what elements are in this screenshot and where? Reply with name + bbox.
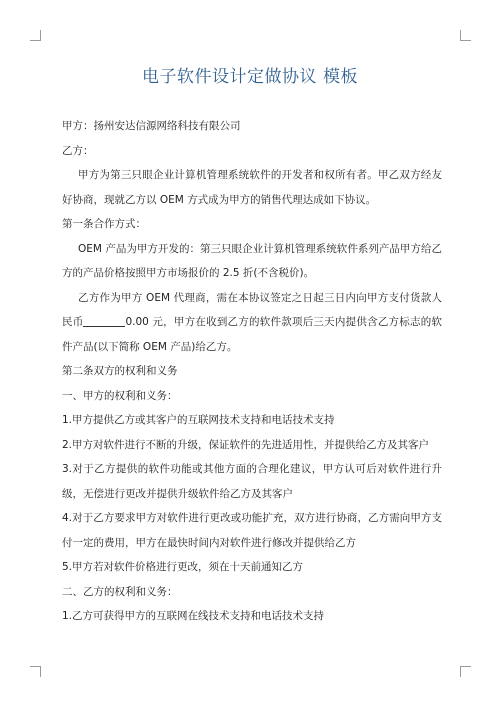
- article1-p2-after: 0.00 元，甲方在收到乙方的软件款项后三天内提供含乙方标志的软件产品(以下简称 OEM 产品)给乙方。: [62, 316, 442, 353]
- party-a: 甲方：扬州安达信源网络科技有限公司: [62, 120, 241, 132]
- party-b-rights-heading: 二、乙方的权利和义务：: [62, 585, 178, 598]
- corner-mark-bottom-right: [460, 666, 471, 677]
- article1-p2-before: 乙方作为甲方 OEM 代理商，需在本协议签定之日起三日内向甲方支付货款人民币: [62, 291, 442, 328]
- party-a-rights-heading: 一、甲方的权利和义务：: [62, 389, 178, 402]
- article2-heading: 第二条双方的权利和义务: [62, 365, 178, 377]
- party-b-item-1: 1.乙方可获得甲方的互联网在线技术支持和电话技术支持: [62, 610, 325, 622]
- intro-paragraph: 甲方为第三只眼企业计算机管理系统软件的开发者和权所有者。甲乙双方经友好协商，现就乙方以 OEM 方式成为甲方的销售代理达成如下协议。: [62, 169, 442, 206]
- article1-paragraph1: OEM 产品为甲方开发的：第三只眼企业计算机管理系统软件系列产品甲方给乙方的产品价格按照甲方市场报价的 2.5 折(不含税价)。: [62, 242, 442, 279]
- party-b: 乙方：: [62, 144, 94, 157]
- party-a-item-3: 3.对于乙方提供的软件功能或其他方面的合理化建议，甲方认可后对软件进行升级，无偿进行更改并提供升级软件给乙方及其客户: [62, 463, 442, 500]
- party-a-item-5: 5.甲方若对软件价格进行更改，须在十天前通知乙方: [62, 561, 304, 573]
- document-title: 电子软件设计定做协议 模板: [142, 67, 358, 87]
- article1-heading: 第一条合作方式：: [62, 218, 146, 230]
- corner-mark-top-right: [460, 30, 471, 41]
- document-body: [62, 114, 442, 629]
- party-a-item-2: 2.甲方对软件进行不断的升级，保证软件的先进适用性，并提供给乙方及其客户: [62, 438, 430, 451]
- article1-paragraph2: [62, 286, 442, 360]
- corner-mark-top-left: [30, 30, 41, 41]
- party-a-item-1: 1.甲方提供乙方或其客户的互联网技术支持和电话技术支持: [62, 414, 335, 426]
- party-a-item-4: 4.对于乙方要求甲方对软件进行更改或功能扩充，双方进行协商，乙方需向甲方支付一定的费用，甲方在最快时间内对软件进行修改并提供给乙方: [62, 512, 442, 549]
- corner-mark-bottom-left: [30, 666, 41, 677]
- amount-blank: [83, 314, 125, 327]
